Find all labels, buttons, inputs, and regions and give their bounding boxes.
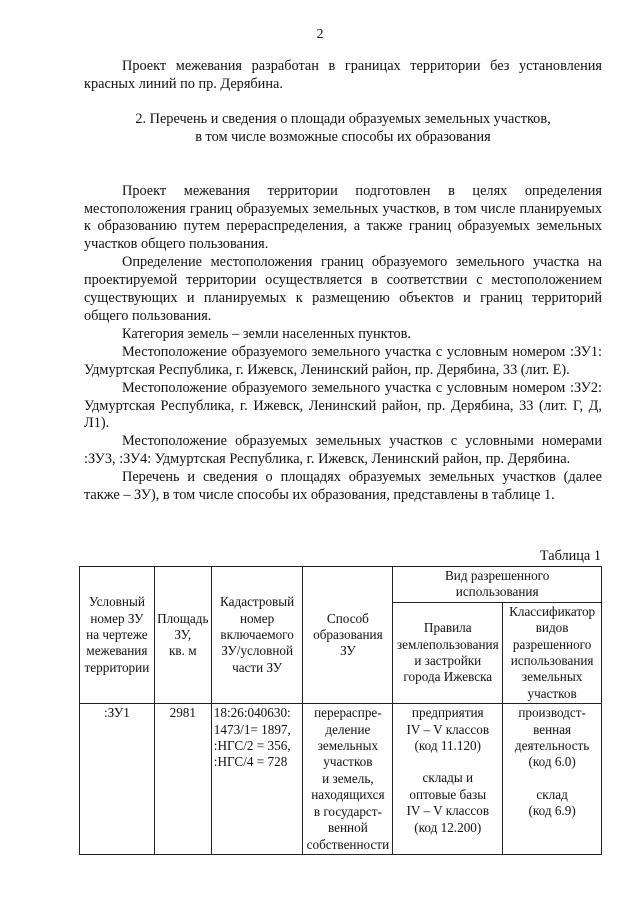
cell-line: Вид разрешенного <box>444 568 550 583</box>
paragraph-boundaries: Определение местоположения границ образуемого земельного участка на проектируемой территории осуществляется в соответствии с местоположением существующих и планируемых к размещению объектов и границ территорий общего пользования. <box>84 254 602 324</box>
cell-line: собственности <box>306 836 390 852</box>
cell-cadastral <box>211 704 303 855</box>
cell-line: деятельность <box>514 738 590 754</box>
header-classifier <box>503 602 602 703</box>
cell-line: 1473/1= 1897, <box>213 721 291 737</box>
cell-line: земельных <box>521 669 583 685</box>
header-area <box>154 567 211 704</box>
header-permitted-use <box>393 567 602 603</box>
cell-line: номер ЗУ <box>90 610 144 626</box>
cell-line: (код 6.0) <box>528 754 576 770</box>
section-heading <box>84 111 602 147</box>
cell-line: Условный <box>88 594 145 610</box>
paragraph-land-category: Категория земель – земли населенных пунктов. <box>122 325 411 342</box>
cell-line: (код 12.200) <box>414 819 482 835</box>
section-heading-line-1: 2. Перечень и сведения о площади образуемых земельных участков, <box>135 110 551 127</box>
cell-line: номер <box>240 610 275 626</box>
page-number: 2 <box>316 27 324 42</box>
paragraph-location-zu2: Местоположение образуемого земельного участка с условным номером :ЗУ2: Удмуртская Республика, г. Ижевск, Ленинский район, пр. Дерябина, 33 (лит. Г, Д, Л1). <box>84 379 602 432</box>
header-plot-number <box>80 567 155 704</box>
land-plots-table <box>79 566 602 855</box>
paragraph-purpose: Проект межевания территории подготовлен в целях определения местоположения границ образуемых земельных участков, в том числе планируемых к образованию путем перераспределения, а также границ образуемых земельных участков общего пользования. <box>84 182 602 253</box>
paragraph-location-zu3-zu4: Местоположение образуемых земельных участков с условными номерами :ЗУ3, :ЗУ4: Удмуртская Республика, г. Ижевск, Ленинский район, пр. Дерябина. <box>84 433 602 468</box>
cell-line: Кадастровый <box>220 594 295 610</box>
cell-line: включаемого <box>220 626 294 642</box>
cell-classifier <box>503 704 602 855</box>
cell-line: :НГС/2 = 356, <box>213 738 291 754</box>
cell-line: находящихся <box>311 787 385 803</box>
cell-city-rules <box>393 704 503 855</box>
cell-line: на чертеже <box>86 626 148 642</box>
table-caption: Таблица 1 <box>539 548 601 564</box>
paragraph-intro: Проект межевания разработан в границах территории без установления красных линий по пр. Дерябина. <box>84 58 602 92</box>
cell-line: Способ <box>326 610 369 626</box>
cell-line: производст- <box>518 705 586 721</box>
cell-line: земельных <box>317 738 379 754</box>
paragraph-location-zu1: Местоположение образуемого земельного участка с условным номером :ЗУ1: Удмуртская Республика, г. Ижевск, Ленинский район, пр. Дерябина, 33 (лит. Е). <box>84 343 602 378</box>
cell-line: видов <box>535 620 569 636</box>
cell-line: участков <box>527 685 577 701</box>
cell-line: Классификатор <box>509 603 596 619</box>
document-body <box>84 58 602 505</box>
cell-line: (код 11.120) <box>414 738 482 754</box>
cell-line: ЗУ <box>340 643 356 659</box>
classifier-group-a <box>505 705 599 771</box>
cell-area: 2981 <box>154 704 211 855</box>
cell-line: в государст- <box>313 803 382 819</box>
cell-plot-number: :ЗУ1 <box>80 704 155 855</box>
cell-line: территории <box>84 659 150 675</box>
cell-line: межевания <box>86 643 148 659</box>
cell-line: использования <box>510 653 594 669</box>
cell-line: Площадь <box>157 610 209 626</box>
cell-line: деление <box>325 721 371 737</box>
cell-line: кв. м <box>169 643 197 659</box>
header-city-rules <box>393 602 503 703</box>
cell-line: IV – V классов <box>406 803 490 819</box>
cell-line: использования <box>455 584 539 600</box>
header-cadastral-number <box>211 567 303 704</box>
cell-line: :НГС/4 = 728 <box>213 754 288 770</box>
cell-line: разрешенного <box>512 636 592 652</box>
cell-line: и застройки <box>414 653 482 669</box>
rules-group-a <box>395 705 500 754</box>
cell-line: предприятия <box>411 705 484 721</box>
cell-line: венная <box>533 721 572 737</box>
cell-line: 18:26:040630: <box>213 705 291 721</box>
cell-line: части ЗУ <box>232 659 283 675</box>
rules-group-b <box>395 770 500 836</box>
cell-line: ЗУ, <box>174 626 192 642</box>
cell-line: склад <box>536 786 568 802</box>
cell-line: склады и <box>422 770 474 786</box>
classifier-group-b <box>505 787 599 820</box>
table-row <box>80 704 602 855</box>
cell-line: венной <box>328 820 368 836</box>
header-formation-method <box>303 567 393 704</box>
cell-line: и земель, <box>322 770 374 786</box>
table-header-row <box>80 567 602 603</box>
paragraph-table-reference: Перечень и сведения о площадях образуемых земельных участков (далее также – ЗУ), в том числе способы их образования, представлены в таблице 1. <box>84 469 602 504</box>
cell-line: оптовые базы <box>409 786 487 802</box>
cell-line: IV – V классов <box>406 721 490 737</box>
cell-line: участков <box>323 754 373 770</box>
cell-line: образования <box>313 626 383 642</box>
section-heading-line-2: в том числе возможные способы их образования <box>195 128 491 145</box>
cell-line: ЗУ/условной <box>221 643 294 659</box>
cell-line: Правила <box>423 620 472 636</box>
cell-line: землепользования <box>396 636 499 652</box>
cell-line: перераспре- <box>314 705 382 721</box>
cell-line: (код 6.9) <box>528 803 576 819</box>
cell-method <box>303 704 393 855</box>
cell-line: города Ижевска <box>403 669 493 685</box>
